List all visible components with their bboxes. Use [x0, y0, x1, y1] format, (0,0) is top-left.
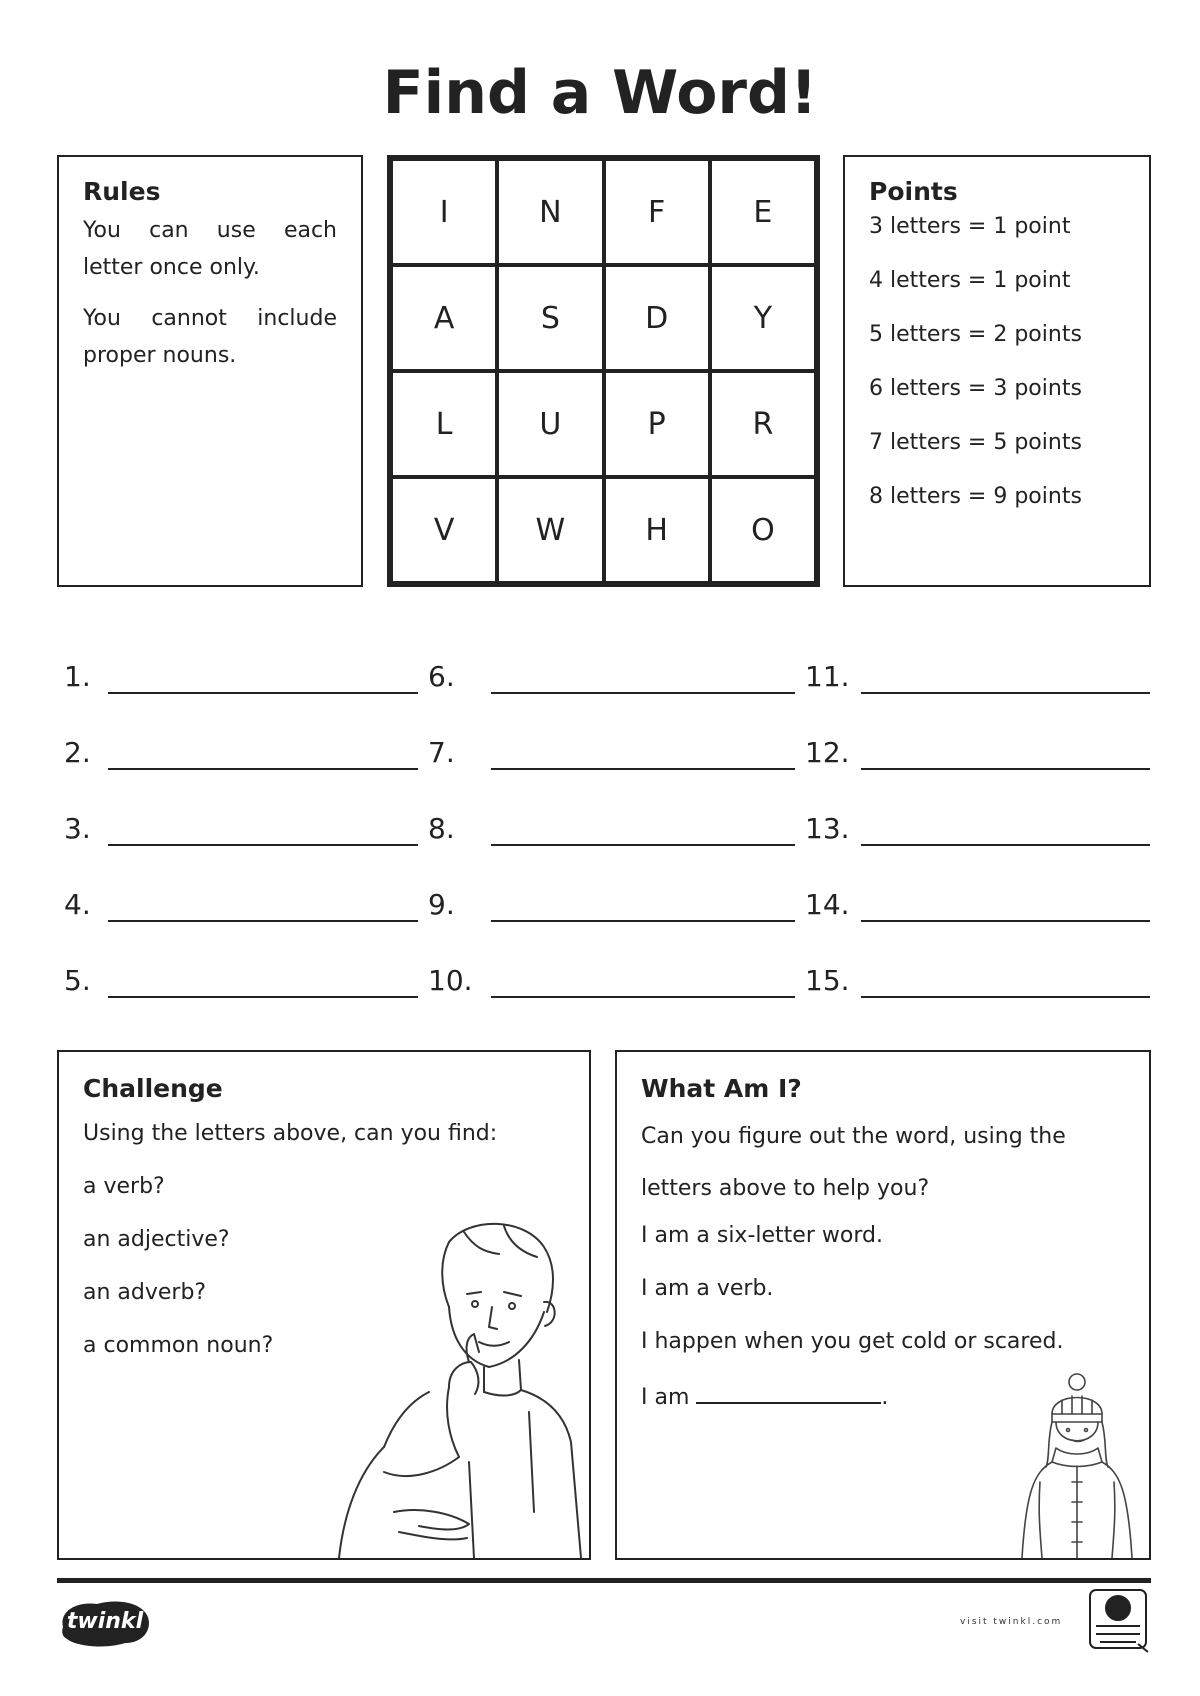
answer-line[interactable] — [108, 692, 418, 694]
what-am-i-question: Can you figure out the word, using the letters above to help you? — [641, 1124, 1066, 1201]
grid-cell: N — [497, 159, 603, 265]
answer-row — [428, 650, 455, 694]
answer-blank[interactable] — [696, 1380, 881, 1404]
answer-line[interactable] — [861, 768, 1150, 770]
answer-line[interactable] — [491, 844, 795, 846]
twinkl-logo[interactable] — [57, 1597, 153, 1649]
points-item: 4 letters = 1 point — [869, 268, 1071, 293]
grid-cell: L — [391, 371, 497, 477]
clue: I am a six-letter word. — [641, 1223, 883, 1248]
grid-cell: E — [710, 159, 816, 265]
grid-cell: I — [391, 159, 497, 265]
answer-number: 3. — [64, 812, 91, 845]
answer-number: 1. — [64, 660, 91, 693]
answer-number: 10. — [428, 964, 473, 997]
challenge-item: an adverb? — [83, 1280, 207, 1305]
answer-line[interactable] — [491, 996, 795, 998]
grid-cell: Y — [710, 265, 816, 371]
thinking-boy-illustration — [299, 1212, 589, 1558]
answer-number: 6. — [428, 660, 455, 693]
challenge-item: a verb? — [83, 1174, 165, 1199]
answer-number: 5. — [64, 964, 91, 997]
answer-row — [428, 878, 455, 922]
grid-cell: A — [391, 265, 497, 371]
final-suffix: . — [881, 1385, 889, 1410]
what-am-i-heading: What Am I? — [641, 1074, 802, 1103]
answer-row — [64, 954, 91, 998]
answer-row — [428, 802, 455, 846]
challenge-item: an adjective? — [83, 1227, 230, 1252]
answer-lines — [64, 650, 1154, 1010]
points-box — [843, 155, 1151, 587]
answer-row — [64, 650, 91, 694]
answer-row — [805, 802, 850, 846]
grid-cell: R — [710, 371, 816, 477]
answer-line[interactable] — [108, 996, 418, 998]
quality-approved-badge-icon — [1086, 1586, 1152, 1654]
grid-cell: D — [604, 265, 710, 371]
challenge-intro: Using the letters above, can you find: — [83, 1121, 498, 1146]
answer-number: 7. — [428, 736, 455, 769]
answer-row — [64, 726, 91, 770]
grid-cell: U — [497, 371, 603, 477]
rule-line: You can use each letter once only. — [83, 218, 337, 280]
points-item: 3 letters = 1 point — [869, 214, 1071, 239]
answer-line[interactable] — [491, 920, 795, 922]
what-am-i-box — [615, 1050, 1151, 1560]
answer-number: 4. — [64, 888, 91, 921]
points-item: 8 letters = 9 points — [869, 484, 1082, 509]
challenge-heading: Challenge — [83, 1074, 223, 1103]
answer-row — [805, 878, 850, 922]
rule-line: You cannot include proper nouns. — [83, 306, 337, 368]
grid-cell: S — [497, 265, 603, 371]
answer-number: 13. — [805, 812, 850, 845]
clue: I happen when you get cold or scared. — [641, 1329, 1064, 1354]
grid-cell: V — [391, 477, 497, 583]
answer-line[interactable] — [491, 768, 795, 770]
answer-line[interactable] — [491, 692, 795, 694]
answer-number: 2. — [64, 736, 91, 769]
answer-line[interactable] — [108, 768, 418, 770]
footer-divider — [57, 1578, 1151, 1583]
rules-heading: Rules — [83, 177, 161, 206]
answer-row — [428, 726, 455, 770]
clue: I am a verb. — [641, 1276, 774, 1301]
grid-cell: F — [604, 159, 710, 265]
points-item: 5 letters = 2 points — [869, 322, 1082, 347]
answer-number: 12. — [805, 736, 850, 769]
answer-number: 9. — [428, 888, 455, 921]
answer-number: 11. — [805, 660, 850, 693]
girl-in-winter-hat-illustration — [1012, 1372, 1142, 1558]
grid-cell: O — [710, 477, 816, 583]
points-list — [869, 212, 1125, 536]
answer-number: 15. — [805, 964, 850, 997]
challenge-item: a common noun? — [83, 1333, 274, 1358]
points-item: 6 letters = 3 points — [869, 376, 1082, 401]
letter-grid — [387, 155, 820, 587]
answer-line[interactable] — [861, 920, 1150, 922]
answer-row — [428, 954, 473, 998]
answer-row — [64, 878, 91, 922]
logo-text: twinkl — [66, 1609, 144, 1634]
challenge-box — [57, 1050, 591, 1560]
final-prefix: I am — [641, 1385, 690, 1410]
answer-line[interactable] — [861, 844, 1150, 846]
answer-line[interactable] — [861, 692, 1150, 694]
answer-line[interactable] — [108, 920, 418, 922]
answer-number: 14. — [805, 888, 850, 921]
grid-cell: H — [604, 477, 710, 583]
grid-cell: W — [497, 477, 603, 583]
page-title: Find a Word! — [382, 58, 818, 128]
answer-row — [805, 650, 850, 694]
answer-row — [64, 802, 91, 846]
footer-url[interactable]: visit twinkl.com — [960, 1617, 1063, 1627]
answer-row — [805, 726, 850, 770]
grid-cell: P — [604, 371, 710, 477]
points-heading: Points — [869, 177, 958, 206]
answer-number: 8. — [428, 812, 455, 845]
rules-box — [57, 155, 363, 587]
answer-line[interactable] — [108, 844, 418, 846]
points-item: 7 letters = 5 points — [869, 430, 1082, 455]
answer-row — [805, 954, 850, 998]
answer-line[interactable] — [861, 996, 1150, 998]
